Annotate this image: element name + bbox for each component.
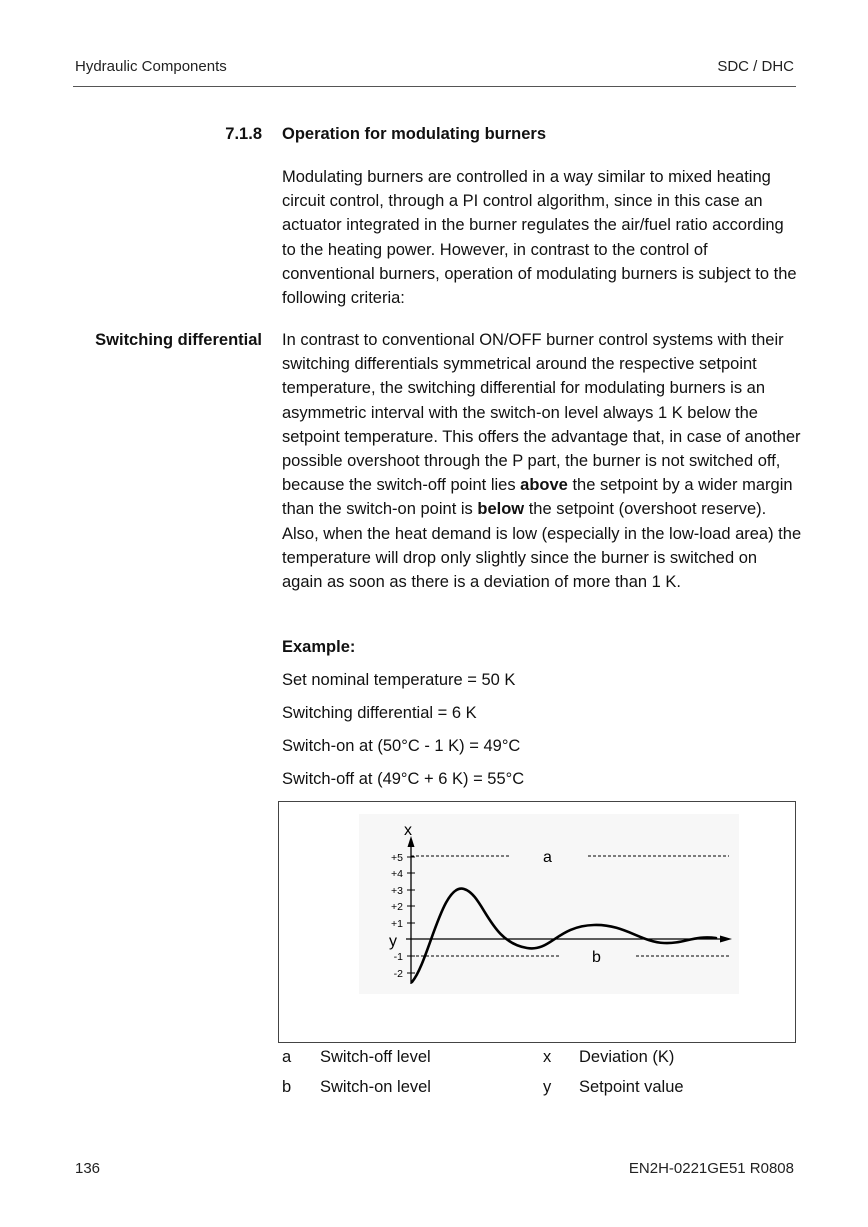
switching-differential-paragraph [282, 328, 802, 594]
legend-key: a [282, 1048, 292, 1066]
page-number: 136 [75, 1160, 101, 1177]
tick-label: -2 [393, 968, 403, 980]
section-title: Operation for modulating burners [282, 125, 547, 143]
switching-differential-label: Switching differential [95, 331, 262, 349]
example-line: Switching differential = 6 K [282, 704, 477, 722]
switching-diagram [278, 801, 796, 1043]
example-line: Switch-on at (50°C - 1 K) = 49°C [282, 737, 521, 755]
legend-key: y [543, 1078, 552, 1096]
tick-label: +1 [391, 918, 403, 930]
tick-label: +5 [391, 852, 403, 864]
switching-bold-below: below [477, 500, 525, 519]
legend-text: Switch-off level [320, 1048, 431, 1066]
switching-diagram-svg [279, 802, 797, 1044]
tick-label: -1 [393, 951, 403, 963]
x-axis-label: x [404, 822, 412, 839]
legend-key: x [543, 1048, 552, 1066]
running-header-left: Hydraulic Components [75, 58, 227, 75]
running-header-right: SDC / DHC [717, 58, 794, 75]
document-id: EN2H-0221GE51 R0808 [628, 1160, 794, 1177]
tick-label: +3 [391, 885, 403, 897]
switching-bold-above: above [520, 476, 568, 495]
example-title: Example: [282, 638, 356, 656]
example-line: Set nominal temperature = 50 K [282, 671, 516, 689]
switching-text-2: the setpoint by a wider margin than the switch-on point is [282, 476, 793, 519]
legend-text: Switch-on level [320, 1078, 431, 1096]
y-axis-label: y [389, 933, 397, 950]
switching-text-1: In contrast to conventional ON/OFF burner control systems with their switching differentials symmetrical around the respective setpoint temperature, the switching differential for modulating burners is an asymmetric interval with the switch-on level always 1 K below the setpoint temperature. This offers the advantage that, in case of another possible overshoot through the P part, the burner is not switched off, because the switch-off point lies [282, 331, 801, 495]
section-number: 7.1.8 [225, 125, 262, 143]
header-rule [73, 86, 796, 87]
intro-paragraph: Modulating burners are controlled in a way similar to mixed heating circuit control, through a PI control algorithm, since in this case an actuator integrated in the burner regulates the air/fuel ratio according to the heating power. However, in contrast to the control of conventional burners, operation of modulating burners is subject to the following criteria: [282, 168, 797, 308]
legend-key: b [282, 1078, 292, 1096]
diagram-background [359, 814, 739, 994]
legend-text: Setpoint value [579, 1078, 684, 1096]
legend-text: Deviation (K) [579, 1048, 675, 1066]
switch-on-label: b [592, 949, 601, 966]
tick-label: +4 [391, 868, 403, 880]
switch-off-label: a [543, 849, 552, 866]
example-line: Switch-off at (49°C + 6 K) = 55°C [282, 770, 525, 788]
switching-text-3: the setpoint (overshoot reserve). Also, when the heat demand is low (especially in the low-load area) the temperature will drop only slightly since the burner is switched on again as soon as there is a deviation of more than 1 K. [282, 500, 802, 592]
tick-label: +2 [391, 901, 403, 913]
